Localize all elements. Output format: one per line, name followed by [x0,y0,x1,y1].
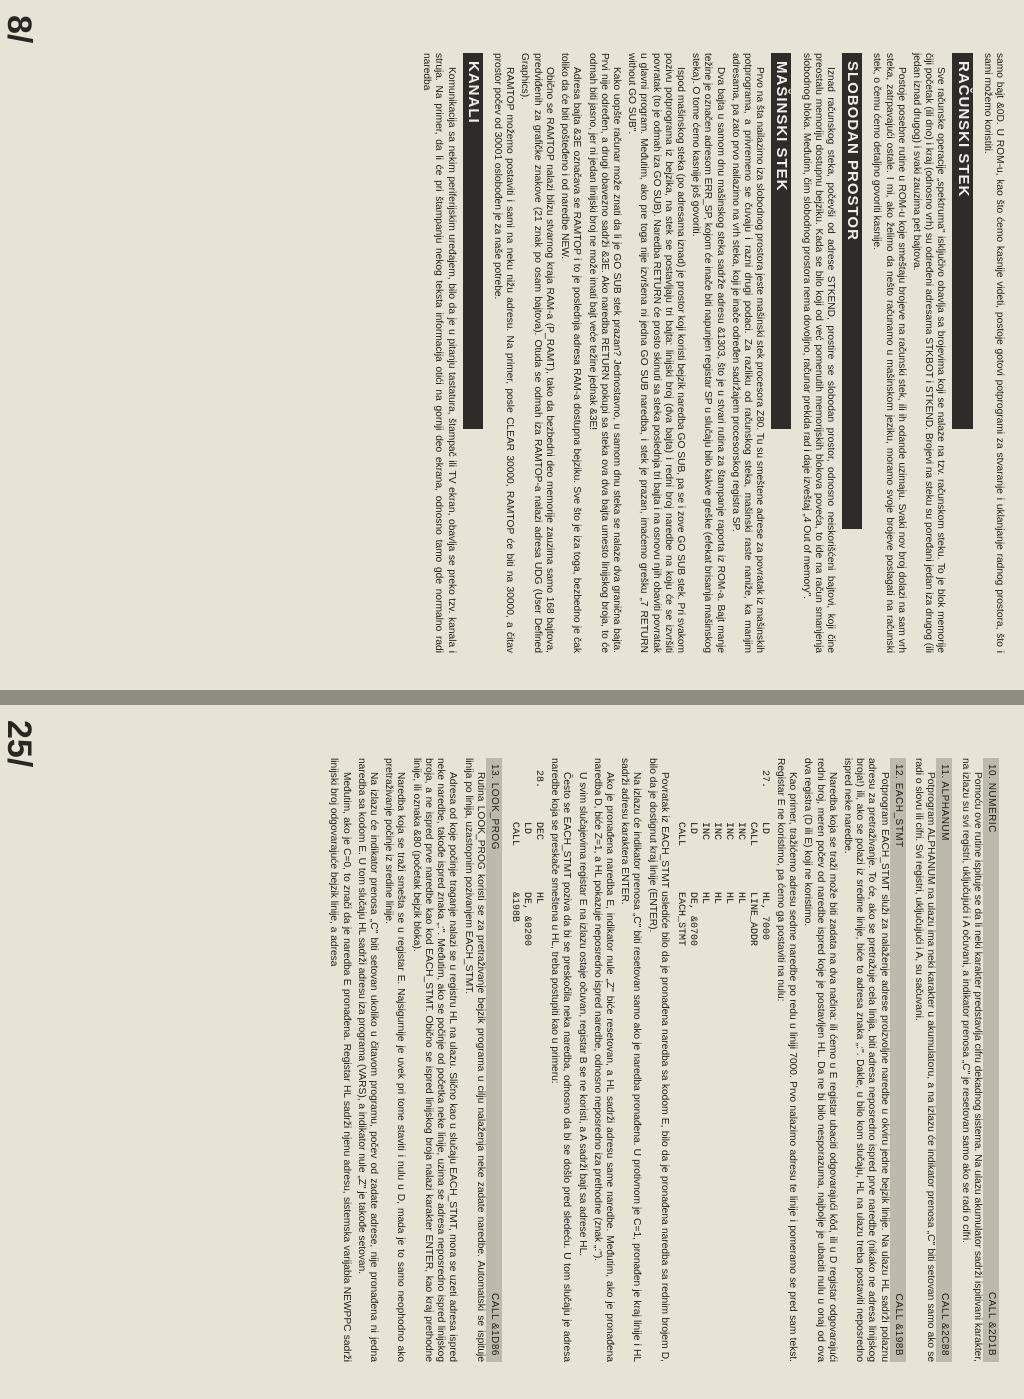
paragraph: Kao primer, tražićemo adresu sedme naredbe po redu u liniji 7000. Prvo nalazimo adresu te linije i pomeramo se pred sam tekst. Registar E ne koristimo, pa ćemo ga postaviti na nulu: [774,758,799,1362]
routine-header [936,758,952,1362]
listing-number: 28. [532,770,544,789]
page-25-rotated-content [0,708,1019,1396]
paragraph: Često se EACH_STMT poziva da bi se preskočila neka naredba, odnosno da bi se došlo pred sledeću. U tom slučaju je adresa naredbe koja se preskače smeštena u HL, treba postupiti kao u primeru: [549,758,573,1362]
paragraph: Na izlazu će indikator prenosa „C" biti resetovan samo ako je naredba pronađena. U protivnom je C=1, pronađen je kraj linije i HL sadrži adresu karaktera ENTER. [619,758,643,1362]
code-arg: HL [532,892,544,905]
paragraph: Rutina LOOK_PROG koristi se za pretraživanje bejzik programa u cilju nalaženja neke zadate naredbe. Automatski se ispituje linija po linija, uzastopnim pozivanjem EACH_STMT. [462,758,486,1362]
routine-name: EACH_STMT [892,782,904,848]
paragraph: Iznad računskog steka, počevši od adrese STKEND, prostire se slobodan prostor, odnosno neiskorišćeni bajtovi, koji čine preostalu memoriju dostupnu bejziku. Kada se bilo koji od već pomenutih memorijskih blokova poveća, to ide na račun smanjenja slobodnog bloka. Međutim, čim slobodnog prostora nema dovoljno, računar prekida rad i daje izveštaj „4 Out of memory". [800,53,836,653]
routine-name: NUMERIC [986,782,997,833]
paragraph: Naredba koja se traži može biti zadata na dva načina: ili ćemo u E registar ubaciti odgovarajući kôd, ili u D registar odgovarajući redni broj, meren počev od naredbe ispred koje je postavljen HL. Da ne bi bilo nesporazuma, najbolje je ubaciti nulu u onaj od ova dva registra (D ili E) koji ne koristimo. [802,758,838,1362]
routine-header [486,758,502,1362]
section-heading: KANALI [463,53,483,429]
routine-section [958,758,999,1362]
code-op: CALL [746,822,758,847]
routine-name: LOOK_PROG [488,782,500,850]
paragraph: Na izlazu će indikator prenosa „C" biti setovan ukoliko u čitavom programu, počev od zadate adrese, nije pronađena ni jedna naredba sa kodom E. U tom slučaju HL sadrži adresu iza programa (VARS), a indikator nule „Z" je takođe setovan. [355,758,380,1362]
routine-section [508,758,906,1362]
code-op: INC [722,822,734,841]
routine-number: 10. [986,764,997,780]
routine-section [912,758,953,1362]
paragraph: Komunikacija sa nekim periferijskim uređajem, bilo da je u pitanju tastatura, štampač ili TV ekran, obavlja se preko tzv. kanala i struja. Na primer, da li će pri štampanju nekog teksta informacija otići na gornji deo ekrana, odnosno tamo gde normalno radi naredba [421,53,457,653]
page-number: 25/ [0,720,39,768]
routine-call: CALL &2D1B [986,1291,997,1356]
routine-header [983,758,999,1362]
code-arg: DE, &0200 [520,892,532,947]
routine-header [890,758,906,1362]
paragraph: Potprogram ALPHANUM na ulazu ima neki karakter u akumulatoru, a na izlazu će indikator prenosa „C" biti setovan samo ako se radi o slovu ili cifri. Svi registri, uključujući i A, su sačuvani. [912,758,937,1362]
code-arg: DE, &0700 [686,892,698,947]
paragraph: Adresa bajta &3E označava se RAMTOP i to je poslednja adresa RAM-a dostupna bejziku. Sve što je iza toga, bezbedno je čak toliko da će biti pošteđeno i od naredbe NEW. [559,53,583,653]
code-op: DEC [532,822,544,841]
code-op: LD [686,822,698,835]
page-number: 8/ [0,15,39,44]
page-8-text [19,53,1005,653]
routine-name: ALPHANUM [939,781,951,841]
routine-call: CALL &1D86 [488,1293,500,1356]
paragraph: Kako uopšte računar može znati da li je GO SUB stek prazan? Jednostavno, u samom dnu steka se nalaze dva granična bajta. Prvi nije određen, a drugi obavezno sadrži &3E. Ako naredba RETURN pokupi sa steka ova dva bajta umesto linijskog broja, to će odmah biti jasno, jer ni jedan linijski broj ne može imati bajt veće težine jednak &3E! [586,53,622,653]
paragraph: Obično se RAMTOP nalazi blizu stvarnog kraja RAM-a (P_RAMT), tako da bezbedni deo memorije zauzima samo 168 bajtova, predviđenih za grafičke znakove (21 znak po osam bajtova). Otuda se odmah iza RAMTOP-a nalazi adresa UDG (User Defined Graphics). [519,53,555,653]
intro-paragraph: samo bajt &0D. U ROM-u, kao što ćemo kasnije videti, postoje gotovi potprogrami za stvaranje i uklanjanje radnog prostora, što i sami možemo koristiti. [981,53,1005,653]
paragraph: RAMTOP možemo postaviti i sami na neku nižu adresu. Na primer, posle CLEAR 30000, RAMTOP će biti na 30000, a čitav prostor počev od 30001 oslobođen je za naše potrebe. [492,53,516,653]
paragraph: Pomoću ove rutine ispituje se da li neki karakter predstavlja cifru dekadnog sistema. Na ulazu akumulator sadrži ispitivani karakter, na izlazu su svi registri, uključujući i A očuvani, a indikator prenosa „C" je resetovan samo ako se radi o cifri. [959,758,983,1362]
code-arg: HL [698,892,710,905]
paragraph: Potprogram EACH_STMT služi za nalaženje adrese proizvoljne naredbe u okviru jedne bejzik linije. Na ulazu HL sadrži polaznu adresu za pretraživanje. To će, ako se pretražuje cela linija, biti adresa neposredno ispred prve naredbe (nikako ne adresa linijskog broja!) ili, ako se polazi iz sredine linije, biće to adresa znaka „:". Dakle, u bilo kom slučaju, HL na ulazu treba postaviti neposredno ispred neke naredbe. [841,758,890,1362]
paragraph: Ako je pronađena naredba E, indikator nule „Z" biće resetovan, a HL sadrži adresu same naredbe. Međutim, ako je pronađena naredba D, biće Z=1, a HL pokazuje neposredno ispred naredbe, odnosno neposredno iza prethodne (znak „:"). [591,758,615,1362]
page-8-rotated-content [0,3,1019,687]
routine-call: CALL &2C88 [939,1293,951,1356]
code-listing [674,770,770,1362]
code-op: INC [710,822,722,841]
routine-call: CALL &198B [892,1293,904,1356]
paragraph: Dva bajta u samom dnu mašinskog steka sadrže adresu &1303, što je u stvari rutina za štampanje raporta iz ROM-a. Bajt manje težine je označen adresom ERR_SP, kojom će inače biti napunjen registar SP u slučaju bilo kakve greške (efekat brisanja mašinskog steka). O tome ćemo kasnije još govoriti. [690,53,726,653]
routine-number: 12. [892,764,904,780]
code-arg: LINE_ADDR [746,892,758,947]
listing-number: 27. [758,770,770,789]
code-listing [508,770,544,1362]
paragraph: Adresa od koje počinje traganje nalazi se u registru HL na ulazu. Slično kao u slučaju EACH_STMT, mora se uzeti adresa ispred neke naredbe, takođe ispred znaka „:". Međutim, ako se počinje od početka neke linije, uzima se adresa neposredno ispred linijskog broja, a ne ispred prve naredbe kao kod EACH_STMT. Obično se ispred linijskog broja nalazi karakter ENTER, kao kraj prethodne linije, ili oznaka &80 (početak bejzik bloka). [410,758,459,1362]
section-heading: RAČUNSKI STEK [952,53,972,429]
code-arg: HL, 7000 [758,892,770,941]
code-arg: EACH_STMT [674,892,686,947]
code-arg: HL [734,892,746,905]
section-heading: MAŠINSKI STEK [771,53,791,429]
page-25 [0,705,1024,1399]
code-op: CALL [674,822,686,847]
paragraph: Prvo na šta nailazimo iza slobodnog prostora jeste mašinski stek procesora Z80. Tu su smeštene adrese za povratak iz mašinskih potprograma, a privremeno se čuvaju i razni drugi podaci. Za razliku od računskog steka, mašinski raste naniže, ka manjim adresama, pa zato prvo nailazimo na vrh steka, koji je inače određen sadržajem procesorskog registra SP. [729,53,766,653]
routine-number: 13. [488,764,500,780]
page-8 [0,0,1024,690]
routine-section [327,758,502,1362]
code-op: LD [758,822,770,835]
section-heading: SLOBODAN PROSTOR [842,53,862,529]
code-arg: HL [722,892,734,905]
paragraph: Postoje posebne rutine u ROM-u koje smeštaju brojeve na računski stek, ili ih odande uzimaju. Svaki nov broj dolazi na sam vrh steka, zatrpavajući ostale. I mi, ako želimo da nešto računamo u mašinskom jeziku, moramo svoje brojeve poslagati na računski stek, o čemu ćemo detaljno govoriti kasnije. [871,53,907,653]
code-arg: HL [710,892,722,905]
code-op: INC [698,822,710,841]
paragraph: Povratak iz EACH_STMT uslediće bilo da je pronađena naredba sa kodom E, bilo da je pronađena naredba sa rednim brojem D, bilo da je dostignut kraj linije (ENTER). [646,758,670,1362]
page-25-text [19,758,1005,1362]
paragraph: U svim slučajevima registar E na izlazu ostaje očuvan, registar B se ne koristi, a A sadrži bajt sa adrese HL. [576,772,588,1257]
paragraph: Sve računske operacije „spektruma" isključivo obavlja sa brojevima koji se nalaze na tzv. računskom steku. To je blok memorije čiji početak (ili dno) i kraj (odnosno vrh) su određeni adresama STKBOT i STKEND. Brojevi na steku su poređani jedan iza drugog (ili jedan iznad drugog) i svaki zauzima pet bajtova. [910,53,947,653]
paragraph: Međutim, ako je C=0, to znači da je naredba E pronađena. Registar HL sadrži njenu adresu, sistemska varijabla NEWPPC sadrži linijski broj odgovarajuće bejzik linije, a adresa [328,758,352,1362]
code-op: INC [734,822,746,841]
code-op: LD [520,822,532,835]
routine-number: 11. [939,764,951,779]
code-op: CALL [508,822,520,847]
code-arg: &198B [508,892,520,923]
paragraph: Ispod mašinskog steka (po adresama iznad) je prostor koji koristi bejzik naredba GO SUB, pa se i zove GO SUB stek. Pri svakom pozivu potprograma iz bejzika, na stek se postavljaju tri bajta: linijski broj (dva bajta) i redni broj naredbe na koju će se izvršiti povratak (to je odmah iza GO SUB). Naredba RETURN će prosto skinuti sa steka poslednja tri bajta i na osnovu njih obaviti povratak u glavni program. Međutim, ako pre toga nije izvršena ni jedna GO SUB naredba, i stek je prazan, imaćemo grešku „7 RETURN without GO SUB". [626,53,686,653]
paragraph: Naredba koja se traži smešta se u registar E. Najsigurnije je uvek pri tome staviti i nulu u D, mada je to samo neophodno ako pretraživanje počinje iz sredine linije. [383,758,407,1362]
